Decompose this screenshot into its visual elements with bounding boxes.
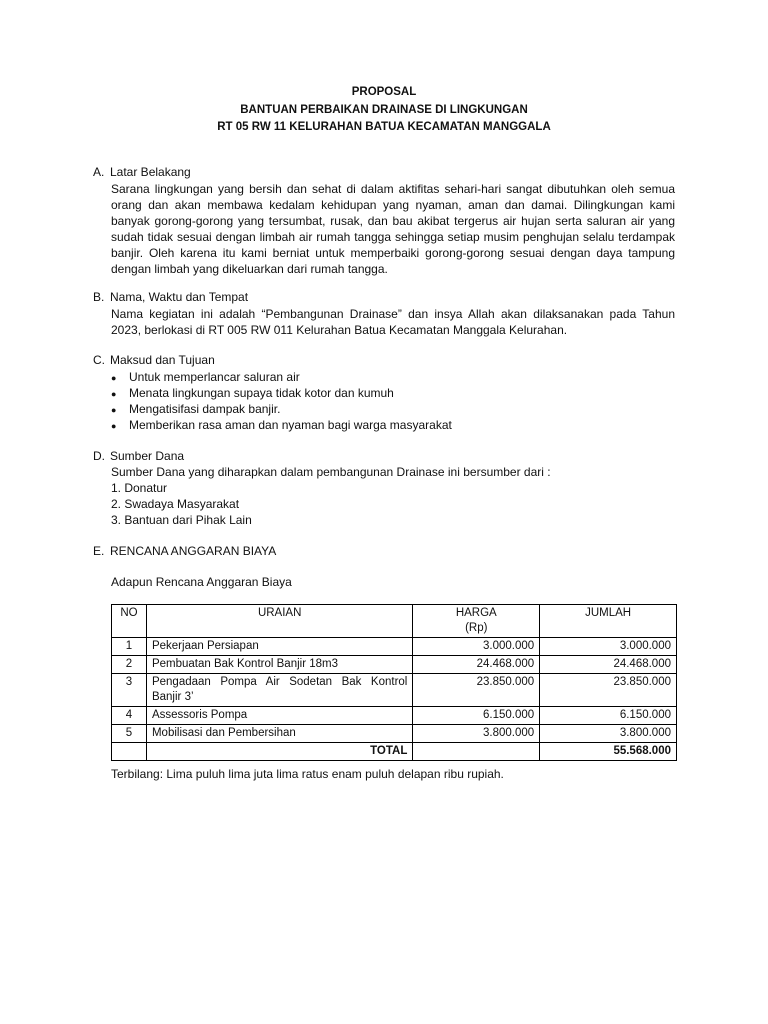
section-b-heading: B. Nama, Waktu dan Tempat: [93, 290, 249, 304]
doc-subtitle-1: BANTUAN PERBAIKAN DRAINASE DI LINGKUNGAN: [240, 104, 528, 116]
doc-title: PROPOSAL: [351, 86, 417, 98]
doc-subtitle-2: RT 05 RW 11 KELURAHAN BATUA KECAMATAN MANGGALA: [217, 121, 551, 133]
total-label: TOTAL: [146, 743, 412, 761]
col-header-no: NO: [112, 605, 147, 638]
section-a-heading: A. Latar Belakang: [93, 165, 191, 179]
section-d-heading: D. Sumber Dana: [93, 449, 185, 463]
section-e-intro: Adapun Rencana Anggaran Biaya: [111, 575, 292, 589]
terbilang-text: Terbilang: Lima puluh lima juta lima ratus enam puluh delapan ribu rupiah.: [111, 767, 504, 781]
section-e-heading: E. RENCANA ANGGARAN BIAYA: [93, 544, 277, 558]
section-a-paragraph: Sarana lingkungan yang bersih dan sehat di dalam aktifitas sehari-hari sangat dibutuhkan oleh semua orang dan akan membawa kedalam kehidupan yang nyaman, aman dan damai. Dilingkungan kami banyak gorong-gorong yang tersumbat, rusak, dan bau akibat tergerus air hujan serta saluran air yang sudah tidak sesuai dengan limbah air rumah tangga sehingga setiap musim penghujan selalu terdampak banjir. Oleh karena itu kami berniat untuk memperbaiki gorong-gorong sesuai dengan daya tampung dengan limbah yang dikeluarkan dari rumah tangga.: [111, 182, 675, 276]
table-row: 1 Pekerjaan Persiapan 3.000.000 3.000.000: [112, 638, 677, 656]
bullet-item: ● Memberikan rasa aman dan nyaman bagi warga masyarakat: [111, 418, 452, 432]
section-b-paragraph: Nama kegiatan ini adalah “Pembangunan Drainase” dan insya Allah akan dilaksanakan pada Tahun 2023, berlokasi di RT 005 RW 011 Kelurahan Batua Kecamatan Manggala Kelurahan.: [111, 307, 675, 337]
bullet-item: ● Mengatisifasi dampak banjir.: [111, 402, 281, 416]
list-item: 1. Donatur: [111, 481, 168, 495]
list-item: 3. Bantuan dari Pihak Lain: [111, 513, 252, 527]
section-c-heading: C. Maksud dan Tujuan: [93, 353, 215, 367]
table-total-row: [112, 743, 677, 761]
col-header-harga: HARGA (Rp): [413, 605, 540, 638]
table-header-row: [112, 605, 677, 638]
budget-table: [111, 604, 677, 761]
list-item: 2. Swadaya Masyarakat: [111, 497, 240, 511]
section-d-intro: Sumber Dana yang diharapkan dalam pembangunan Drainase ini bersumber dari :: [111, 465, 551, 479]
table-row: 2 Pembuatan Bak Kontrol Banjir 18m3 24.468.000 24.468.000: [112, 656, 677, 674]
table-row: 4 Assessoris Pompa 6.150.000 6.150.000: [112, 707, 677, 725]
table-row: 5 Mobilisasi dan Pembersihan 3.800.000 3.800.000: [112, 725, 677, 743]
col-header-jumlah: JUMLAH: [540, 605, 677, 638]
bullet-item: ● Menata lingkungan supaya tidak kotor dan kumuh: [111, 386, 394, 400]
total-value: 55.568.000: [540, 743, 677, 761]
table-row: 3 Pengadaan Pompa Air Sodetan Bak Kontrol Banjir 3’ 23.850.000 23.850.000: [112, 674, 677, 707]
col-header-uraian: URAIAN: [146, 605, 412, 638]
bullet-item: ● Untuk memperlancar saluran air: [111, 370, 300, 384]
